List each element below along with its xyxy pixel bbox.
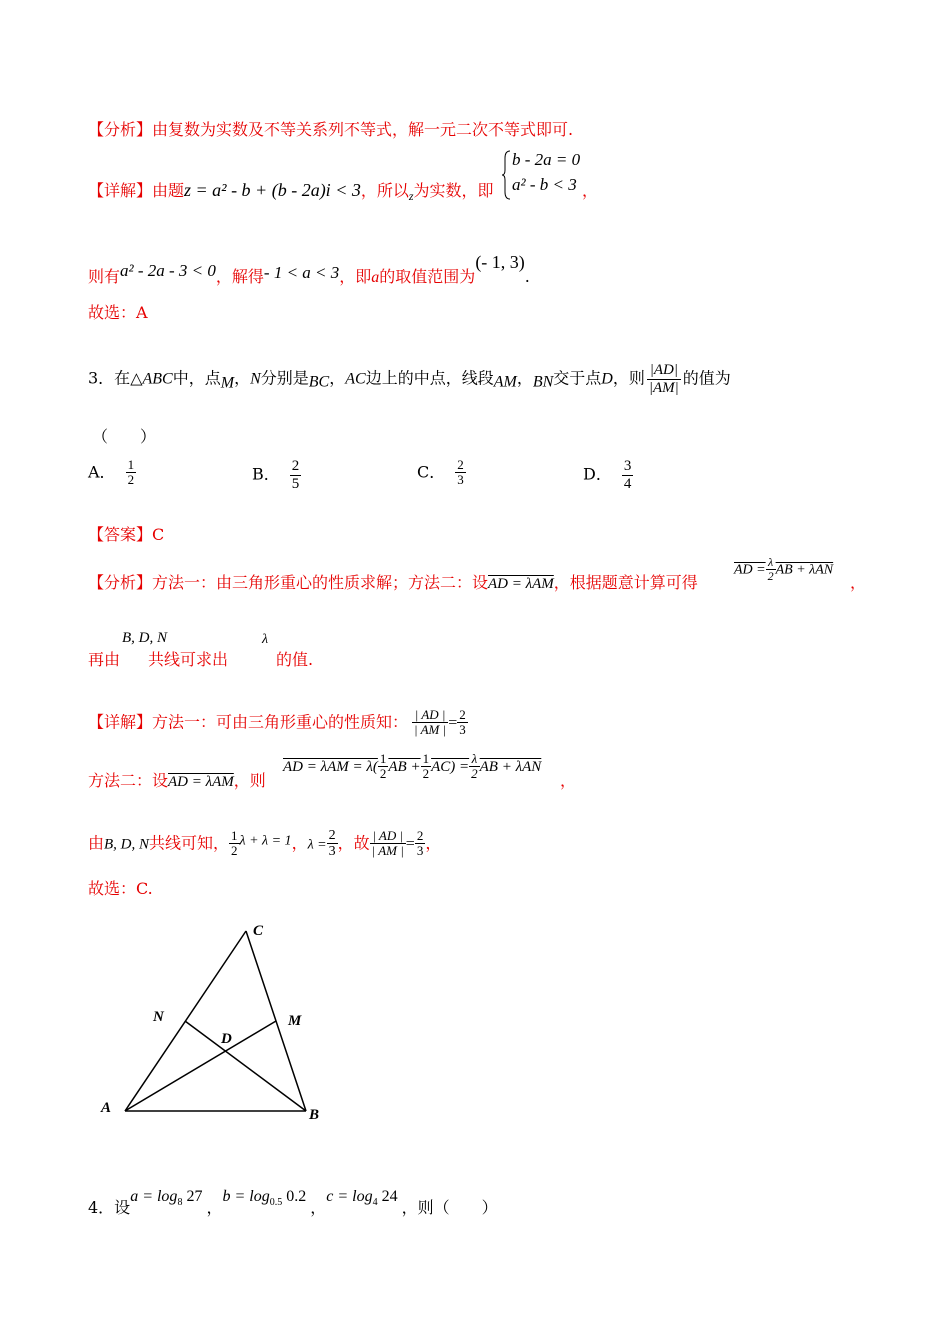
q3-col-prefix: 由	[88, 833, 105, 853]
q3-stem-tri: △ABC	[130, 370, 173, 388]
q2-system	[502, 150, 592, 202]
q3-stem-AM: AM	[493, 373, 517, 391]
frac-den: | AM |	[371, 843, 404, 859]
q3-m2-prefix: 方法二：设	[88, 771, 169, 790]
q2-then-mid3: 的取值范围为	[379, 267, 476, 286]
q3-stem-t9: 的值为	[682, 368, 731, 388]
median-bn	[185, 1021, 306, 1111]
q4-a-expr: a = log	[130, 1188, 178, 1205]
q2-then-a: a	[371, 269, 380, 286]
frac-den: 3	[416, 843, 424, 859]
frac-den: 2	[471, 766, 478, 782]
q2-detail-mid2: 为实数，即	[413, 181, 494, 200]
q4-sep1: ，	[206, 1198, 223, 1217]
q3-stem	[88, 362, 731, 396]
q3-m2-expr1: AD = λAM	[168, 774, 234, 790]
q3-choice: 故选：C.	[88, 879, 153, 898]
q2-then-expr2: - 1 < a < 3	[263, 263, 340, 282]
q2-then-mid: ，解得	[215, 267, 264, 286]
q3-analysis-expr1: AD = λAM	[488, 576, 554, 592]
q3-col-sep: ，	[291, 833, 308, 853]
q2-choice: 故选：A	[88, 303, 148, 322]
q2-system-line2: a² - b < 3	[512, 175, 577, 194]
q3-m2-formula	[283, 752, 541, 782]
option-num: 3	[623, 458, 632, 474]
q3-paren: （ ）	[92, 427, 157, 446]
q3-stem-prefix: 3．在	[88, 368, 131, 388]
q4-c-base: 4	[372, 1197, 378, 1209]
label-n: N	[153, 1009, 164, 1025]
q3-col-pts: B, D, N	[104, 836, 150, 853]
frac-den: 2	[422, 766, 430, 782]
q2-detail-prefix: 【详解】由题	[88, 181, 185, 200]
frac-num: 1	[422, 751, 430, 766]
q3-stem-M: M	[220, 374, 235, 392]
option-label: C．	[417, 462, 446, 482]
frac-den: 2	[231, 843, 238, 859]
q3-stem-t8: ，则	[612, 368, 645, 388]
triangle-figure	[95, 918, 340, 1128]
q3-m2-end: ，	[560, 771, 577, 790]
q3-detail1-prefix: 【详解】方法一：可由三角形重心的性质知：	[88, 712, 409, 732]
q4-end: ，则（ ）	[401, 1198, 498, 1217]
frac-num: λ	[766, 556, 776, 570]
q3-stem-AC: AC	[345, 370, 366, 388]
option-label: B．	[252, 464, 280, 484]
frac-num: λ	[469, 752, 480, 767]
q3-col-eq: λ + λ = 1	[239, 833, 292, 849]
frac-den: 2	[767, 569, 774, 584]
frac-num: | AD |	[370, 829, 406, 844]
q3-m2-AB: AB +	[388, 758, 421, 775]
q2-analysis: 【分析】由复数为实数及不等关系列不等式，解一元二次不等式即可.	[88, 120, 574, 139]
q4-prefix: 4．设	[88, 1198, 131, 1217]
option-num: 2	[457, 457, 464, 472]
q4-c-expr: c = log	[326, 1188, 373, 1205]
q3-again-prefix: 再由	[88, 650, 121, 669]
q3-option-a[interactable]	[88, 458, 136, 488]
frac-num: 1	[379, 751, 387, 766]
q3-again-pts: B, D, N	[122, 630, 167, 646]
frac-den: 3	[328, 844, 336, 860]
q3-again-mid: 共线可求出	[148, 650, 229, 669]
q3-analysis-mid: ，根据题意计算可得	[553, 573, 698, 592]
q2-detail-expr: z = a² - b + (b - 2a)i < 3	[184, 180, 361, 200]
option-label: A．	[88, 462, 116, 482]
q3-answer: 【答案】C	[88, 525, 165, 544]
q4-b-expr: b = log	[222, 1188, 270, 1205]
frac-num: 2	[416, 828, 424, 844]
q4-sep2: ，	[310, 1198, 327, 1217]
q3-option-d[interactable]	[583, 458, 633, 492]
q3-col	[88, 828, 441, 860]
q3-col-end: ，	[425, 833, 442, 853]
q4-a	[130, 1188, 203, 1209]
q3-detail1-eq: =	[448, 714, 458, 732]
q3-stem-D: D	[601, 370, 613, 388]
q2-detail-z: z	[408, 189, 414, 203]
q3-stem-t4: ，	[329, 368, 346, 388]
frac-den: 2	[379, 766, 387, 782]
q3-m2-lhs: AD = λAM = λ(	[283, 758, 378, 775]
q3-stem-frac	[647, 362, 681, 396]
label-b: B	[309, 1107, 320, 1123]
brace-icon	[502, 150, 512, 200]
option-label: D．	[583, 464, 612, 484]
q3-m2-AC: AC) =	[431, 758, 470, 775]
frac-den: | AM |	[414, 722, 447, 738]
q2-detail-mid: ，所以	[360, 181, 409, 200]
q3-analysis	[88, 570, 698, 593]
q2-then	[88, 252, 530, 287]
q3-option-c[interactable]	[417, 458, 466, 488]
q2-detail-end: ，	[582, 181, 599, 200]
q3-again-lambda: λ	[262, 632, 269, 647]
q4	[88, 1188, 498, 1218]
q3-col-so: ，故	[337, 833, 370, 853]
q3-detail1	[88, 708, 468, 738]
option-den: 2	[127, 472, 135, 488]
q3-stem-frac-den: |AM|	[648, 379, 679, 396]
q4-b-arg: 0.2	[286, 1188, 307, 1205]
q3-stem-t2: ，	[234, 368, 251, 388]
q2-detail	[88, 178, 494, 204]
q2-then-prefix: 则有	[88, 267, 121, 286]
q3-stem-frac-num: |AD|	[647, 362, 681, 380]
q3-stem-N: N	[250, 370, 261, 388]
q4-a-base: 8	[177, 1197, 183, 1209]
q3-stem-t7: 交于点	[553, 368, 602, 388]
q3-stem-BN: BN	[532, 373, 554, 391]
q3-option-b[interactable]	[252, 458, 301, 492]
q3-analysis-prefix: 【分析】方法一：由三角形重心的性质求解；方法二：设	[88, 573, 489, 592]
label-c: C	[253, 923, 264, 939]
q3-m2-rhs: AB + λAN	[479, 758, 542, 775]
q3-analysis-expr2	[734, 556, 833, 583]
q3-analysis-end: ，	[850, 573, 867, 592]
option-num: 2	[291, 458, 300, 474]
q3-stem-t5: 边上的中点，线段	[365, 368, 494, 388]
label-a: A	[101, 1100, 112, 1116]
q3-stem-t1: 中，点	[172, 368, 221, 388]
q3-stem-BC: BC	[308, 373, 330, 391]
q3-stem-t6: ，	[516, 368, 533, 388]
frac-num: 2	[459, 707, 466, 722]
q4-c	[326, 1188, 398, 1209]
frac-den: 3	[459, 722, 466, 738]
q3-m2-mid: ，则	[233, 771, 266, 790]
option-num: 1	[127, 457, 135, 472]
q3-col-req: =	[405, 835, 415, 853]
label-m: M	[288, 1013, 302, 1029]
frac-num: 1	[231, 828, 238, 844]
q3-analysis-expr2-rhs: AB + λAN	[775, 562, 834, 578]
option-den: 4	[623, 475, 632, 492]
frac-num: | AD |	[412, 708, 448, 723]
label-d: D	[221, 1031, 232, 1047]
median-am	[125, 1021, 276, 1111]
q3-m2	[88, 768, 266, 791]
frac-num: 2	[328, 828, 336, 843]
q2-then-expr: a² - 2a - 3 < 0	[120, 261, 216, 280]
q2-system-line1: b - 2a = 0	[512, 150, 581, 169]
q3-analysis-expr2-lhs: AD =	[734, 562, 766, 578]
option-den: 5	[291, 475, 300, 492]
q4-c-arg: 24	[381, 1188, 398, 1205]
q4-a-arg: 27	[186, 1188, 203, 1205]
q2-then-mid2: ，即	[339, 267, 372, 286]
q3-stem-t3: 分别是	[260, 368, 309, 388]
option-den: 3	[457, 472, 464, 488]
q3-again-end: 的值.	[276, 650, 314, 669]
q4-b	[222, 1188, 307, 1209]
q2-then-end: .	[524, 267, 530, 286]
q2-then-range: (- 1, 3)	[475, 252, 525, 272]
q3-col-mid: 共线可知，	[149, 833, 230, 853]
q3-col-lam: λ =	[307, 837, 327, 853]
q4-b-base: 0.5	[269, 1197, 283, 1209]
